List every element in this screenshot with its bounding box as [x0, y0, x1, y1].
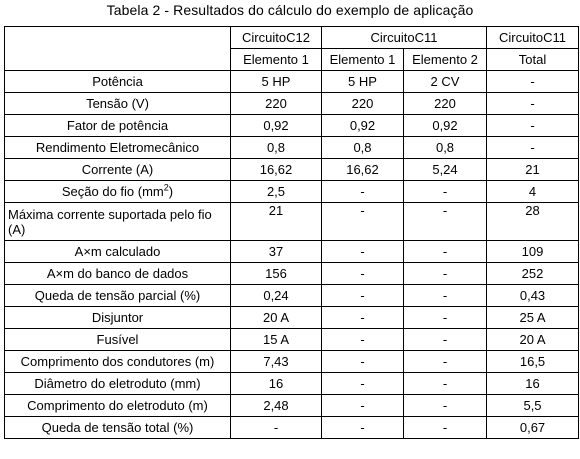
cell-c11-total: 25 A: [487, 307, 579, 329]
header-c11-element-2: Elemento 2: [404, 49, 487, 71]
cell-c12-element-1: 16: [231, 373, 322, 395]
row-label: Diâmetro do eletroduto (mm): [5, 373, 231, 395]
cell-c11-total: 21: [487, 159, 579, 181]
header-blank-cell: [5, 27, 231, 71]
cell-c12-element-1: 7,43: [231, 351, 322, 373]
cell-c12-element-1: 21: [231, 203, 322, 241]
cell-c11-element-2: -: [404, 329, 487, 351]
table-row: [5, 373, 579, 395]
cell-c11-total: 16: [487, 373, 579, 395]
cell-c11-element-1: -: [322, 241, 404, 263]
table-row: [5, 159, 579, 181]
table-row: [5, 93, 579, 115]
table-row: [5, 115, 579, 137]
cell-c11-element-1: 5 HP: [322, 71, 404, 93]
header-circuit-c12: CircuitoC12: [231, 27, 322, 49]
superscript: 2: [163, 182, 169, 193]
cell-c11-total: -: [487, 137, 579, 159]
row-label: Potência: [5, 71, 231, 93]
cell-c12-element-1: -: [231, 417, 322, 439]
row-label: Disjuntor: [5, 307, 231, 329]
cell-c11-element-2: -: [404, 181, 487, 203]
header-total: Total: [487, 49, 579, 71]
row-label: Fusível: [5, 329, 231, 351]
table-row: [5, 137, 579, 159]
row-label: Comprimento dos condutores (m): [5, 351, 231, 373]
cell-c11-total: 109: [487, 241, 579, 263]
cell-c12-element-1: 16,62: [231, 159, 322, 181]
cell-c11-element-1: -: [322, 263, 404, 285]
header-c12-element-1: Elemento 1: [231, 49, 322, 71]
cell-c11-element-2: -: [404, 285, 487, 307]
table-caption: Tabela 2 - Resultados do cálculo do exemplo de aplicação: [106, 2, 474, 18]
header-c11-element-1: Elemento 1: [322, 49, 404, 71]
table-row: [5, 181, 579, 203]
cell-c11-element-1: -: [322, 373, 404, 395]
cell-c11-element-2: -: [404, 395, 487, 417]
cell-c11-element-1: -: [322, 351, 404, 373]
cell-c11-element-2: -: [404, 203, 487, 241]
cell-c11-total: 28: [487, 203, 579, 241]
cell-c12-element-1: 220: [231, 93, 322, 115]
cell-c11-element-1: -: [322, 203, 404, 241]
cell-c12-element-1: 0,92: [231, 115, 322, 137]
header-circuit-c11-total: CircuitoC11: [487, 27, 579, 49]
row-label: Máxima corrente suportada pelo fio (A): [5, 203, 231, 241]
cell-c12-element-1: 5 HP: [231, 71, 322, 93]
row-label: A×m calculado: [5, 241, 231, 263]
cell-c12-element-1: 20 A: [231, 307, 322, 329]
cell-c11-total: -: [487, 71, 579, 93]
cell-c11-element-1: -: [322, 285, 404, 307]
header-circuit-c11: CircuitoC11: [322, 27, 487, 49]
cell-c11-element-2: -: [404, 351, 487, 373]
cell-c12-element-1: 2,5: [231, 181, 322, 203]
table-row: [5, 351, 579, 373]
cell-c11-element-2: 0,92: [404, 115, 487, 137]
cell-c11-element-1: -: [322, 395, 404, 417]
row-label: Queda de tensão parcial (%): [5, 285, 231, 307]
cell-c11-element-2: -: [404, 307, 487, 329]
cell-c11-element-1: -: [322, 417, 404, 439]
cell-c11-element-2: 2 CV: [404, 71, 487, 93]
row-label: Tensão (V): [5, 93, 231, 115]
cell-c11-total: 252: [487, 263, 579, 285]
table-row: [5, 71, 579, 93]
table-row: [5, 285, 579, 307]
header-row-groups: [5, 27, 579, 49]
row-label: Comprimento do eletroduto (m): [5, 395, 231, 417]
cell-c11-total: 16,5: [487, 351, 579, 373]
cell-c12-element-1: 2,48: [231, 395, 322, 417]
cell-c11-element-2: -: [404, 417, 487, 439]
row-label: Fator de potência: [5, 115, 231, 137]
cell-c11-element-1: -: [322, 307, 404, 329]
cell-c11-element-2: 0,8: [404, 137, 487, 159]
cell-c11-element-2: -: [404, 373, 487, 395]
cell-c11-total: 20 A: [487, 329, 579, 351]
cell-c11-element-1: 220: [322, 93, 404, 115]
cell-c11-element-1: -: [322, 329, 404, 351]
cell-c11-total: -: [487, 115, 579, 137]
cell-c12-element-1: 0,24: [231, 285, 322, 307]
cell-c11-element-1: 0,92: [322, 115, 404, 137]
table-row: [5, 329, 579, 351]
cell-c11-total: 5,5: [487, 395, 579, 417]
results-table: [4, 26, 579, 439]
table-row: [5, 307, 579, 329]
cell-c11-element-1: 16,62: [322, 159, 404, 181]
cell-c11-element-2: -: [404, 241, 487, 263]
cell-c11-element-1: -: [322, 181, 404, 203]
cell-c11-element-1: 0,8: [322, 137, 404, 159]
cell-c11-element-2: 5,24: [404, 159, 487, 181]
cell-c12-element-1: 156: [231, 263, 322, 285]
row-label: Corrente (A): [5, 159, 231, 181]
cell-c11-total: 0,43: [487, 285, 579, 307]
table-row: [5, 417, 579, 439]
cell-c11-element-2: -: [404, 263, 487, 285]
row-label: Seção do fio $(mm^2)$: [5, 181, 231, 203]
table-row: [5, 263, 579, 285]
table-row: [5, 241, 579, 263]
cell-c11-total: 0,67: [487, 417, 579, 439]
cell-c12-element-1: 15 A: [231, 329, 322, 351]
row-label: Queda de tensão total (%): [5, 417, 231, 439]
table-row: [5, 203, 579, 241]
cell-c11-element-2: 220: [404, 93, 487, 115]
table-body: [5, 71, 579, 439]
cell-c12-element-1: 37: [231, 241, 322, 263]
row-label: Rendimento Eletromecânico: [5, 137, 231, 159]
table-row: [5, 395, 579, 417]
cell-c12-element-1: 0,8: [231, 137, 322, 159]
cell-c11-total: 4: [487, 181, 579, 203]
row-label: A×m do banco de dados: [5, 263, 231, 285]
cell-c11-total: -: [487, 93, 579, 115]
